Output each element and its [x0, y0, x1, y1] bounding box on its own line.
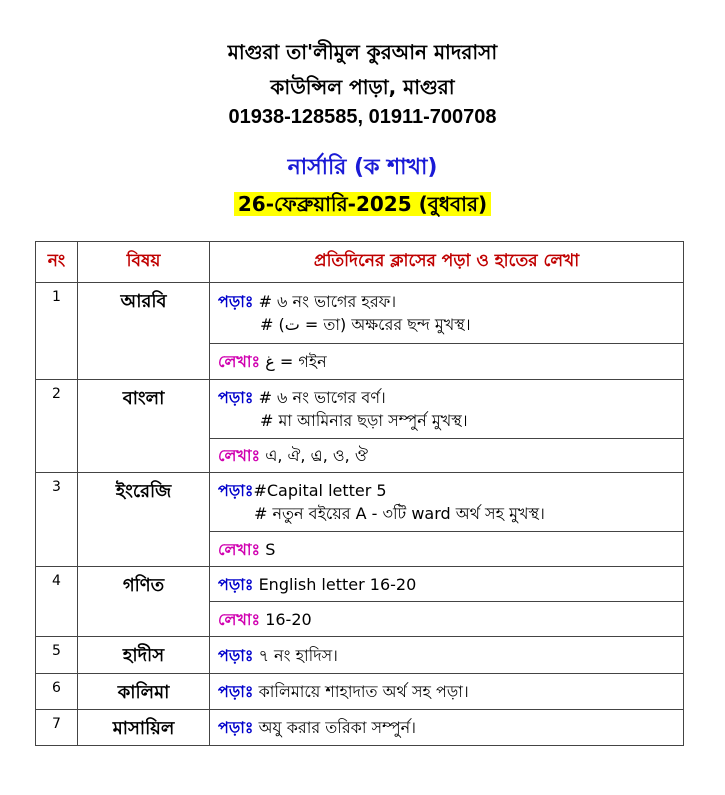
institution-address: কাউন্সিল পাড়া, মাগুরা	[270, 75, 455, 99]
row-subject: আরবি	[78, 283, 210, 380]
write-line: 16-20	[265, 609, 312, 629]
read-line-2: # মা আমিনার ছড়া সম্পুর্ন মুখস্থ।	[260, 411, 468, 430]
phone-numbers: 01938-128585, 01911-700708	[228, 106, 497, 128]
read-label: পড়াঃ	[218, 574, 254, 594]
write-label: লেখাঃ	[218, 609, 261, 629]
read-label: পড়াঃ	[218, 645, 254, 665]
read-line: English letter 16-20	[258, 574, 417, 594]
read-label: পড়াঃ	[218, 481, 254, 500]
row-number: 5	[36, 637, 78, 674]
table-row	[36, 283, 684, 344]
row-subject: বাংলা	[78, 380, 210, 473]
lesson-table	[35, 241, 684, 746]
column-header-lesson: প্রতিদিনের ক্লাসের পড়া ও হাতের লেখা	[210, 242, 684, 283]
table-header-row	[36, 242, 684, 283]
row-number: 4	[36, 567, 78, 637]
class-title: নার্সারি (ক শাখা)	[287, 155, 438, 180]
table-row	[36, 637, 684, 674]
writing-cell	[210, 439, 684, 473]
row-subject: ইংরেজি	[78, 473, 210, 567]
row-number: 2	[36, 380, 78, 473]
read-line: # ৬ নং ভাগের বর্ণ।	[258, 388, 386, 407]
write-line: غ = গইন	[265, 352, 327, 371]
row-subject: হাদীস	[78, 637, 210, 674]
read-line: অযু করার তরিকা সম্পুর্ন।	[258, 718, 416, 737]
read-label: পড়াঃ	[218, 388, 254, 407]
column-header-subject: বিষয়	[78, 242, 210, 283]
read-line: #Capital letter 5	[253, 481, 387, 500]
reading-cell	[210, 710, 684, 746]
read-line-2: # নতুন বইয়ের A - ৩টি ward অর্থ সহ মুখস্থ।	[254, 504, 545, 523]
read-line-2: # (ت = তা) অক্ষরের ছন্দ মুখস্থ।	[260, 315, 471, 334]
reading-cell	[210, 674, 684, 710]
table-row	[36, 674, 684, 710]
write-line: এ, ঐ, এ্র, ও, ঔ	[265, 446, 368, 465]
row-subject: কালিমা	[78, 674, 210, 710]
reading-cell	[210, 283, 684, 344]
read-label: পড়াঃ	[218, 682, 254, 701]
reading-cell	[210, 473, 684, 532]
table-row	[36, 380, 684, 439]
write-label: লেখাঃ	[218, 446, 261, 465]
reading-cell	[210, 637, 684, 674]
date-line	[0, 190, 725, 223]
row-number: 3	[36, 473, 78, 567]
read-line: কালিমায়ে শাহাদাত অর্থ সহ পড়া।	[258, 682, 469, 701]
row-number: 6	[36, 674, 78, 710]
read-line: ৭ নং হাদিস।	[258, 645, 338, 665]
writing-cell	[210, 344, 684, 380]
reading-cell	[210, 567, 684, 602]
row-subject: মাসায়িল	[78, 710, 210, 746]
write-label: লেখাঃ	[218, 352, 261, 371]
writing-cell	[210, 532, 684, 567]
row-number: 1	[36, 283, 78, 380]
row-subject: গণিত	[78, 567, 210, 637]
write-label: লেখাঃ	[218, 539, 261, 559]
column-header-number: নং	[36, 242, 78, 283]
read-line: # ৬ নং ভাগের হরফ।	[258, 292, 397, 311]
read-label: পড়াঃ	[218, 292, 254, 311]
row-number: 7	[36, 710, 78, 746]
read-label: পড়াঃ	[218, 718, 254, 737]
write-line: S	[265, 539, 276, 559]
institution-name: মাগুরা তা'লীমুল কুরআন মাদরাসা	[227, 40, 498, 64]
table-row	[36, 473, 684, 532]
table-row	[36, 710, 684, 746]
table-row	[36, 567, 684, 602]
reading-cell	[210, 380, 684, 439]
date-highlight: 26-ফেব্রুয়ারি-2025 (বুধবার)	[234, 192, 491, 216]
writing-cell	[210, 602, 684, 637]
